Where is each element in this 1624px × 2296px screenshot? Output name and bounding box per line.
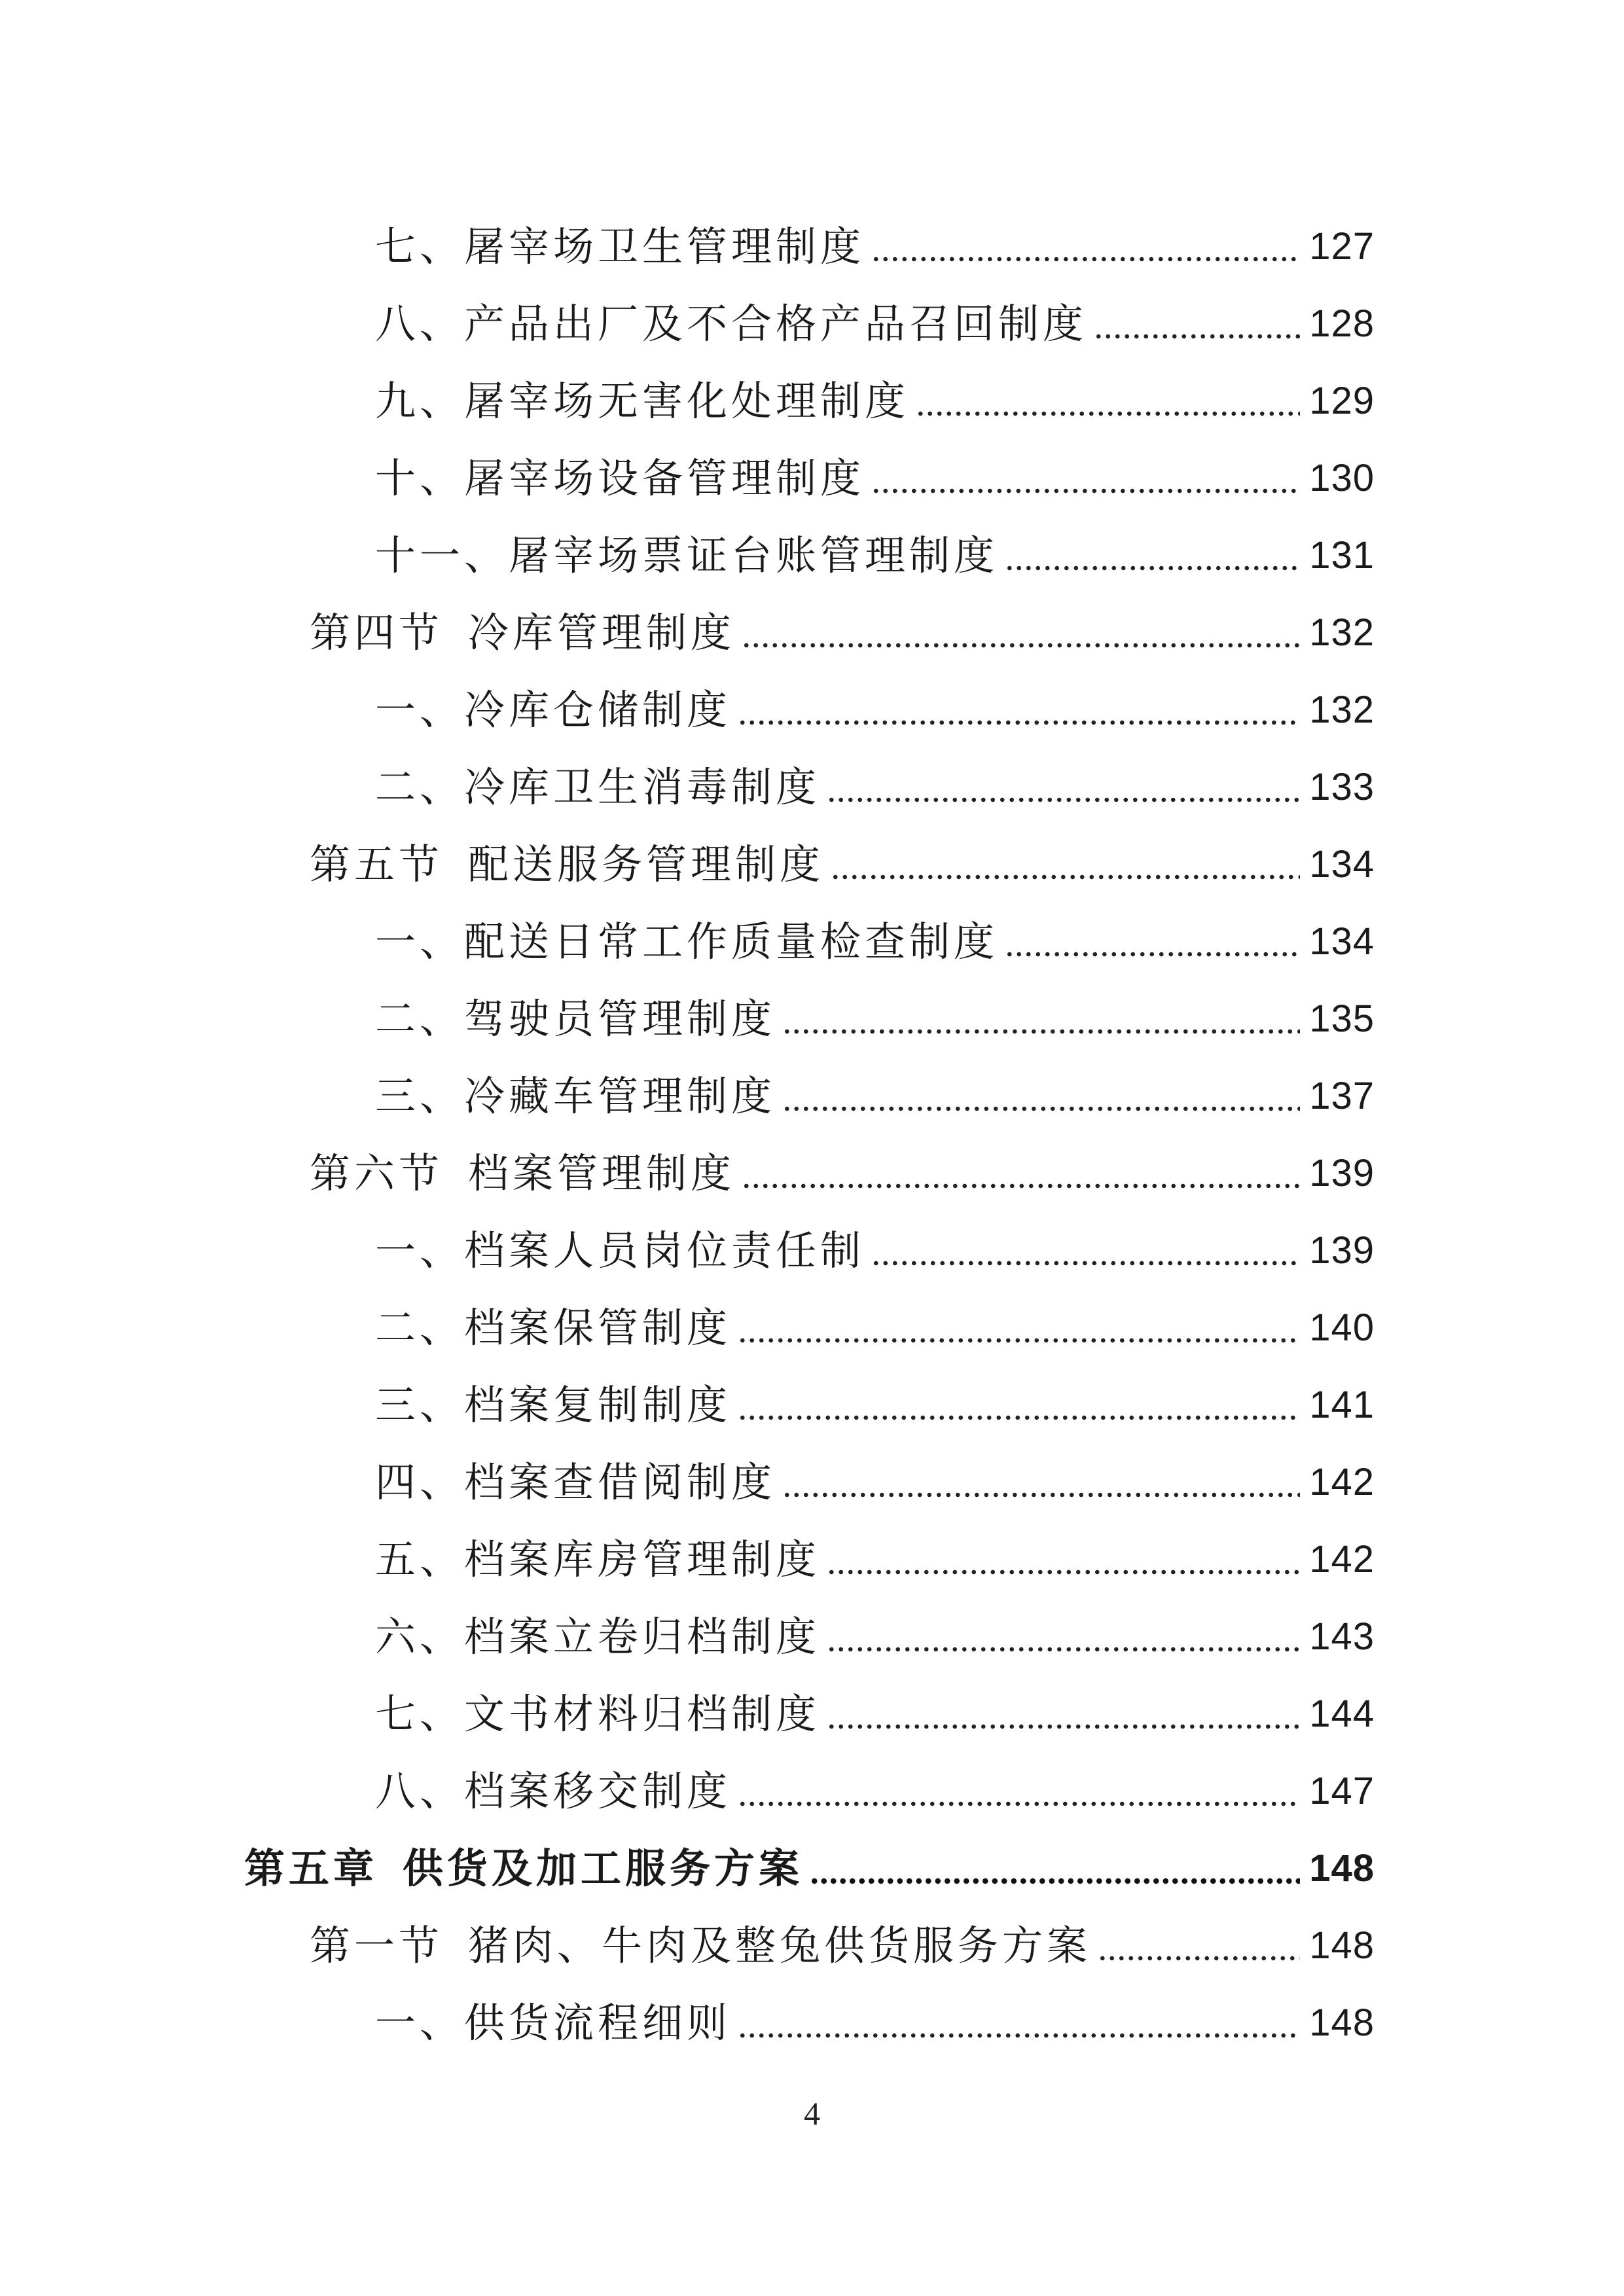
toc-entry[interactable] xyxy=(375,1289,1375,1367)
toc-entry[interactable] xyxy=(375,1367,1375,1444)
dot-leader xyxy=(871,255,1300,264)
toc-section-prefix: 第四节 xyxy=(310,609,444,656)
toc-entry[interactable] xyxy=(375,1444,1375,1521)
toc-entry-page: 133 xyxy=(1309,766,1375,808)
toc-entry-title: 七、屠宰场卫生管理制度 xyxy=(375,223,865,270)
toc-entry[interactable] xyxy=(375,1984,1375,2062)
toc-entry-page: 141 xyxy=(1309,1384,1375,1426)
toc-entry-page: 129 xyxy=(1309,380,1375,422)
toc-section-prefix: 第五节 xyxy=(310,840,444,888)
toc-entry[interactable] xyxy=(375,440,1375,517)
toc-entry-page: 142 xyxy=(1309,1538,1375,1581)
toc-entry-title xyxy=(310,594,735,672)
dot-leader xyxy=(827,795,1300,804)
toc-section-title: 配送服务管理制度 xyxy=(468,840,825,888)
dot-leader xyxy=(827,1645,1300,1654)
dot-leader xyxy=(738,2031,1300,2040)
toc-entry[interactable] xyxy=(375,903,1375,980)
toc-entry-title: 一、冷库仓储制度 xyxy=(375,686,732,734)
toc-entry-page: 142 xyxy=(1309,1461,1375,1503)
toc-entry[interactable] xyxy=(375,980,1375,1058)
toc-entry-page: 148 xyxy=(1309,1847,1375,1890)
toc-entry-page: 139 xyxy=(1309,1152,1375,1194)
toc-entry[interactable] xyxy=(375,363,1375,440)
dot-leader xyxy=(738,1413,1300,1422)
toc-entry[interactable] xyxy=(375,1676,1375,1753)
toc-entry[interactable] xyxy=(375,208,1375,285)
toc-entry-title xyxy=(310,826,824,903)
toc-entry-title xyxy=(310,1907,1091,1984)
toc-entry-page: 143 xyxy=(1309,1615,1375,1658)
toc-section-entry[interactable] xyxy=(310,826,1375,903)
dot-leader xyxy=(827,1722,1300,1731)
toc-chapter-title: 供货及加工服务方案 xyxy=(403,1844,804,1892)
toc-entry-title: 一、档案人员岗位责任制 xyxy=(375,1227,865,1274)
toc-section-entry[interactable] xyxy=(310,1907,1375,1984)
toc-section-entry[interactable] xyxy=(310,1135,1375,1212)
page-number: 4 xyxy=(804,2095,820,2132)
toc-entry-page: 137 xyxy=(1309,1075,1375,1117)
dot-leader xyxy=(738,1799,1300,1808)
toc-entry-page: 134 xyxy=(1309,843,1375,886)
dot-leader xyxy=(738,1336,1300,1345)
dot-leader xyxy=(782,1027,1300,1036)
toc-entry-page: 132 xyxy=(1309,611,1375,654)
toc-entry[interactable] xyxy=(375,1521,1375,1598)
dot-leader xyxy=(1098,1954,1300,1963)
toc-entry-title: 九、屠宰场无害化处理制度 xyxy=(375,377,910,425)
toc-entry-title: 三、档案复制制度 xyxy=(375,1381,732,1429)
toc-entry[interactable] xyxy=(375,517,1375,594)
toc-entry-title: 一、供货流程细则 xyxy=(375,1999,732,2047)
toc-entry-page: 130 xyxy=(1309,457,1375,499)
toc-entry-title: 八、产品出厂及不合格产品召回制度 xyxy=(375,300,1088,348)
toc-entry-page: 139 xyxy=(1309,1229,1375,1272)
toc-section-title: 冷库管理制度 xyxy=(468,609,736,656)
dot-leader xyxy=(827,1568,1300,1577)
toc-entry-title xyxy=(244,1830,803,1907)
toc-entry-title: 二、驾驶员管理制度 xyxy=(375,995,776,1043)
toc-entry[interactable] xyxy=(375,1598,1375,1676)
dot-leader xyxy=(810,1876,1300,1886)
toc-chapter-prefix: 第五章 xyxy=(244,1844,378,1892)
toc-entry-page: 148 xyxy=(1309,2001,1375,2044)
toc-entry-page: 148 xyxy=(1309,1924,1375,1967)
toc-section-prefix: 第六节 xyxy=(310,1149,444,1197)
toc-entry-title: 二、冷库卫生消毒制度 xyxy=(375,763,821,811)
toc-section-entry[interactable] xyxy=(310,594,1375,672)
toc-entry-title: 十一、屠宰场票证台账管理制度 xyxy=(375,531,999,579)
dot-leader xyxy=(871,1259,1300,1268)
dot-leader xyxy=(871,486,1300,495)
toc-entry-title xyxy=(310,1135,735,1212)
dot-leader xyxy=(831,872,1300,882)
toc-entry-title: 七、文书材料归档制度 xyxy=(375,1690,821,1738)
toc-section-prefix: 第一节 xyxy=(310,1922,444,1969)
toc-entry-page: 140 xyxy=(1309,1306,1375,1349)
toc-entry-title: 五、档案库房管理制度 xyxy=(375,1535,821,1583)
toc-entry-title: 六、档案立卷归档制度 xyxy=(375,1613,821,1660)
toc-entry[interactable] xyxy=(375,1058,1375,1135)
toc-section-title: 档案管理制度 xyxy=(468,1149,736,1197)
dot-leader xyxy=(916,409,1300,418)
dot-leader xyxy=(742,1181,1300,1191)
dot-leader xyxy=(1094,332,1300,341)
toc-entry-title: 八、档案移交制度 xyxy=(375,1767,732,1815)
toc-section-title: 猪肉、牛肉及整兔供货服务方案 xyxy=(468,1922,1092,1969)
dot-leader xyxy=(742,641,1300,650)
toc-entry[interactable] xyxy=(375,749,1375,826)
toc-entry-title: 十、屠宰场设备管理制度 xyxy=(375,454,865,502)
toc-entry-title: 三、冷藏车管理制度 xyxy=(375,1072,776,1120)
dot-leader xyxy=(1005,564,1300,573)
toc-entry-title: 二、档案保管制度 xyxy=(375,1304,732,1352)
toc-entry-title: 四、档案查借阅制度 xyxy=(375,1458,776,1506)
toc-entry-page: 144 xyxy=(1309,1693,1375,1735)
dot-leader xyxy=(782,1490,1300,1499)
toc-entry-page: 128 xyxy=(1309,302,1375,345)
toc-entry-page: 147 xyxy=(1309,1770,1375,1812)
dot-leader xyxy=(782,1104,1300,1113)
toc-entry-page: 135 xyxy=(1309,997,1375,1040)
toc-chapter-entry[interactable] xyxy=(244,1830,1375,1907)
dot-leader xyxy=(1005,950,1300,959)
toc-entry-page: 131 xyxy=(1309,534,1375,577)
toc-entry-page: 134 xyxy=(1309,920,1375,963)
toc-entry-page: 127 xyxy=(1309,225,1375,268)
toc-entry[interactable] xyxy=(375,1212,1375,1289)
toc-entry-title: 一、配送日常工作质量检查制度 xyxy=(375,918,999,965)
toc-entry[interactable] xyxy=(375,285,1375,363)
toc-entry[interactable] xyxy=(375,1753,1375,1830)
toc-entry-page: 132 xyxy=(1309,689,1375,731)
toc-entry[interactable] xyxy=(375,672,1375,749)
dot-leader xyxy=(738,718,1300,727)
